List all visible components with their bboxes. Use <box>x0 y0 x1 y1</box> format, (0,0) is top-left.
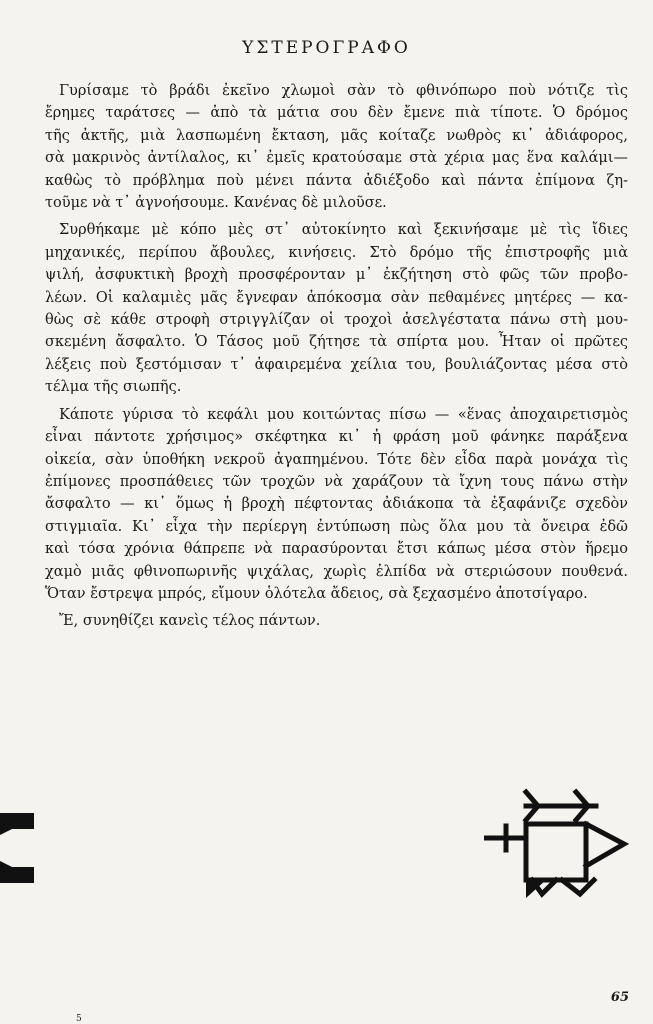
text-line: σὰ μακρινὸς ἀντίλαλος, κι᾿ ἐμεῖς κρατούσαμε στὰ χέρια μας ἕνα καλάμι— <box>45 150 628 167</box>
body-text <box>45 80 628 638</box>
printer-mark: 5 <box>76 1014 82 1024</box>
text-line: καὶ τόσα χρόνια θάπρεπε νὰ παρασύρονται ἔτσι κάπως μέσα στὸν ἥρεμο <box>45 541 628 558</box>
text-line: Συρθήκαμε μὲ κόπο μὲς στ᾿ αὐτοκίνητο καὶ ξεκινήσαμε μὲ τὶς ἴδιες <box>59 222 628 239</box>
text-line: οἰκεία, σὰν ὑποθήκη νεκροῦ ἀγαπημένου. Τότε δὲν εἶδα παρὰ μονάχα τὶς <box>45 451 628 468</box>
paragraph-1 <box>45 80 628 214</box>
text-line: τῆς ἀκτῆς, μιὰ λασπωμένη ἔκταση, μᾶς κοίταζε νωθρὸς κι᾿ ἀδιάφορος, <box>45 127 628 144</box>
text-line: σκεμένη ἄσφαλτο. Ὁ Τάσος μοῦ ζήτησε τὰ σπίρτα μου. Ἦταν οἱ πρῶτες <box>45 334 628 351</box>
text-line: ἄσφαλτο — κι᾿ ὅμως ἡ βροχὴ πέφτοντας ἀδιάκοπα τὰ ἐξαφάνιζε σχεδὸν <box>45 496 628 513</box>
text-line: ἔρημες ταράτσες — ἀπὸ τὰ μάτια σου δὲν ἔμενε πιὰ τίποτε. Ὁ δρόμος <box>45 105 628 122</box>
ornament-left-icon <box>0 805 40 895</box>
text-line: χαμὸ μιᾶς φθινοπωρινῆς ψιχάλας, χωρὶς ἐλπίδα νὰ στεριώσουν πουθενά. <box>45 563 628 580</box>
text-line: λέων. Οἱ καλαμιὲς μᾶς ἔγνεφαν ἀπόκοσμα σὰν πεθαμένες μητέρες — κα- <box>45 289 628 306</box>
text-line: ἐπίμονες προσπάθειες τῶν τροχῶν νὰ χαράζουν τὰ ἴχνη τους πάνω στὴν <box>45 473 628 490</box>
robot-figure-icon <box>484 786 634 906</box>
page-title: ΥΣΤΕΡΟΓΡΑΦΟ <box>242 38 411 58</box>
text-line: στιγμιαῖα. Κι᾿ εἶχα τὴν περίεργη ἐντύπωση πὼς ὅλα μου τὰ ὄνειρα ἐδῶ <box>45 518 628 535</box>
text-line: μηχανικές, περίπου ἄβουλες, κινήσεις. Στὸ δρόμο τῆς ἐπιστροφῆς μιὰ <box>45 244 628 261</box>
text-line: εἶναι πάντοτε χρήσιμος» σκέφτηκα κι᾿ ἡ φράση μοῦ φάνηκε παράξενα <box>45 429 628 446</box>
text-line: Ἔ, συνηθίζει κανεὶς τέλος πάντων. <box>59 613 321 630</box>
text-line: Γυρίσαμε τὸ βράδι ἐκεῖνο χλωμοὶ σὰν τὸ φθινόπωρο ποὺ νότιζε τὶς <box>59 83 628 99</box>
paragraph-2 <box>45 219 628 398</box>
paragraph-4 <box>45 610 628 632</box>
text-line: τέλμα τῆς σιωπῆς. <box>45 379 182 396</box>
paragraph-3 <box>45 404 628 606</box>
text-line: ψιλή, ἀσφυκτικὴ βροχὴ προσφέρονταν μ᾿ ἐκζήτηση στὸ φῶς τῶν προβο- <box>45 267 628 284</box>
text-line: θὼς σὲ κάθε στροφὴ στριγγλίζαν οἱ τροχοὶ ἀσελγέστατα πάνω στὴ μου- <box>45 312 628 329</box>
text-line: τοῦμε νὰ τ᾿ ἀγνοήσουμε. Κανένας δὲ μιλοῦσε. <box>45 195 387 212</box>
text-line: Κάποτε γύρισα τὸ κεφάλι μου κοιτώντας πίσω — «ἕνας ἀποχαιρετισμὸς <box>59 406 628 423</box>
text-line: καθὼς τὸ πρόβλημα ποὺ μένει πάντα ἀδιέξοδο καὶ πάντα ἐπίμονα ζη- <box>45 172 628 189</box>
page-number: 65 <box>610 990 629 1005</box>
text-line: λέξεις ποὺ ξεστόμισαν τ᾿ ἀφαιρεμένα χείλια του, βουλιάζοντας μέσα στὸ <box>45 356 628 373</box>
text-line: Ὅταν ἔστρεψα μπρός, εἴμουν ὁλότελα ἄδειος, σὰ ξεχασμένο ἀποτσίγαρο. <box>45 585 588 602</box>
